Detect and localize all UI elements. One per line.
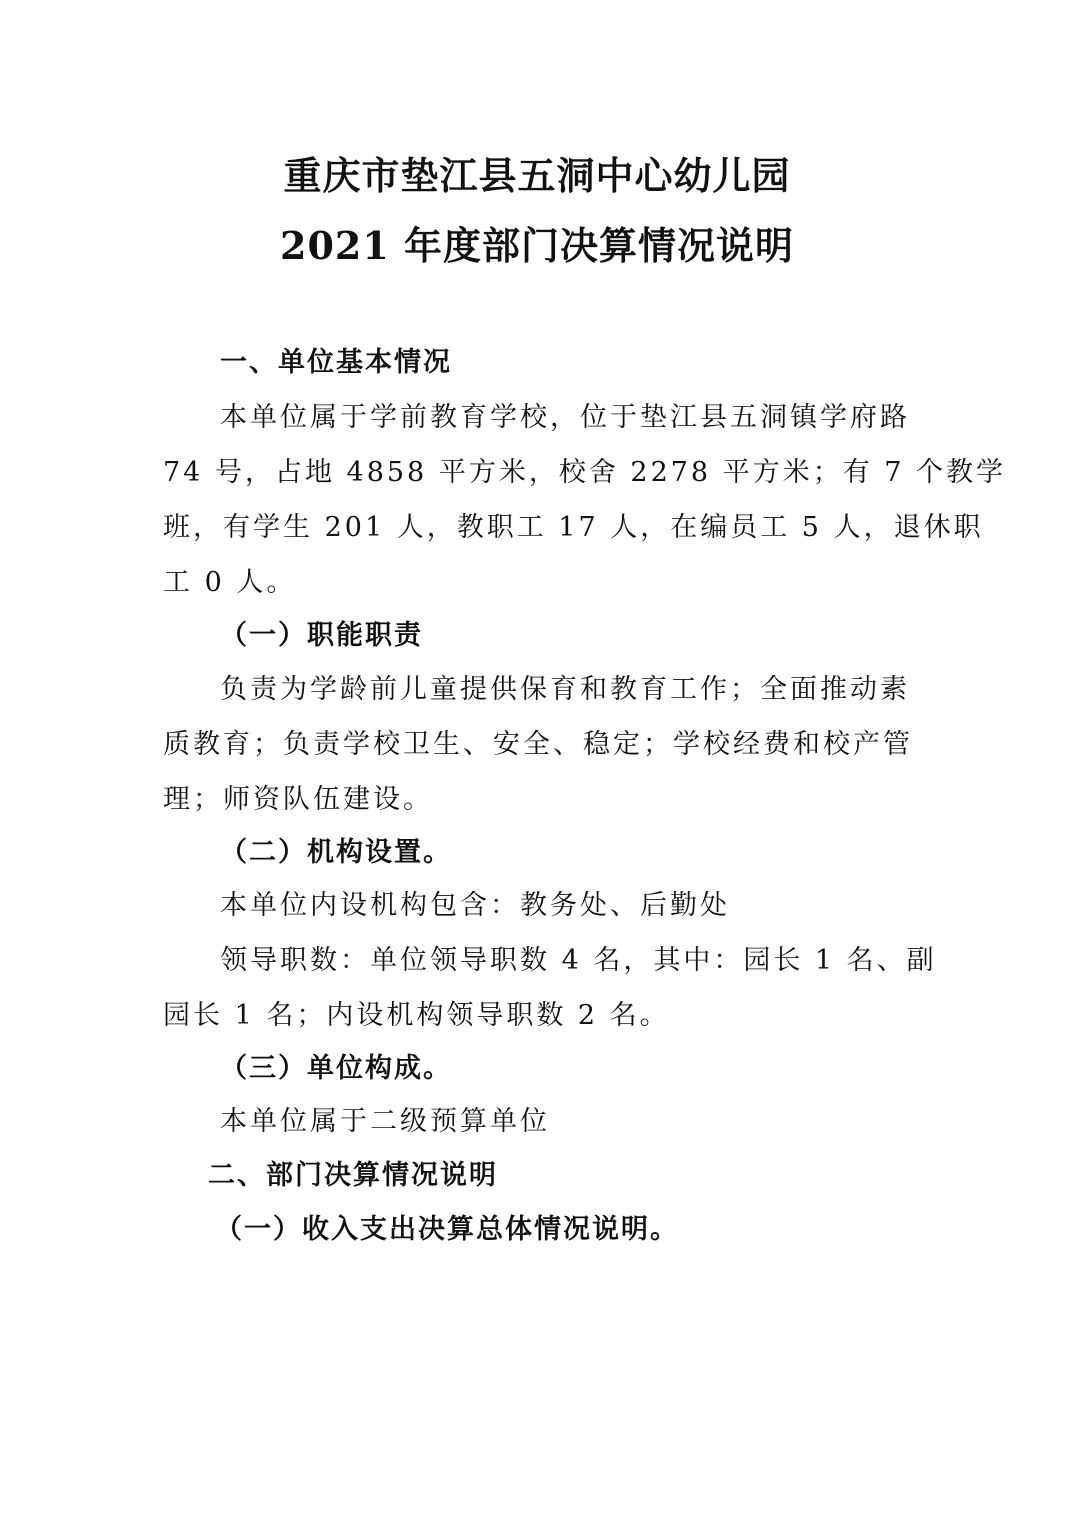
paragraph-line: 班，有学生 201 人，教职工 17 人，在编员工 5 人，退休职: [163, 512, 984, 543]
paragraph-line: 工 0 人。: [163, 567, 297, 598]
paragraph-line: 理；师资队伍建设。: [163, 784, 433, 815]
subsection-heading-composition: （三）单位构成。: [220, 1053, 452, 1084]
subsection-heading-structure: （二）机构设置。: [220, 837, 452, 868]
paragraph-line: 园长 1 名；内设机构领导职数 2 名。: [163, 1000, 670, 1031]
paragraph-line: 领导职数：单位领导职数 4 名，其中：园长 1 名、副: [220, 945, 937, 976]
section-heading-basic-info: 一、单位基本情况: [220, 347, 452, 378]
paragraph-line: 74 号，占地 4858 平方米，校舍 2278 平方米；有 7 个教学: [163, 457, 1007, 488]
paragraph-line: 负责为学龄前儿童提供保育和教育工作；全面推动素: [220, 674, 910, 705]
document-title-line-1: 重庆市垫江县五洞中心幼儿园: [283, 153, 791, 198]
document-title-line-2: 2021 年度部门决算情况说明: [280, 223, 794, 268]
subsection-heading-duties: （一）职能职责: [220, 620, 423, 651]
paragraph-line: 本单位属于学前教育学校，位于垫江县五洞镇学府路: [220, 402, 910, 433]
paragraph-line: 质教育；负责学校卫生、安全、稳定；学校经费和校产管: [163, 729, 913, 760]
section-heading-final-accounts: 二、部门决算情况说明: [208, 1160, 498, 1191]
subsection-heading-income-expense: （一）收入支出决算总体情况说明。: [215, 1214, 679, 1245]
paragraph-line: 本单位属于二级预算单位: [220, 1106, 550, 1137]
paragraph-line: 本单位内设机构包含：教务处、后勤处: [220, 890, 730, 921]
